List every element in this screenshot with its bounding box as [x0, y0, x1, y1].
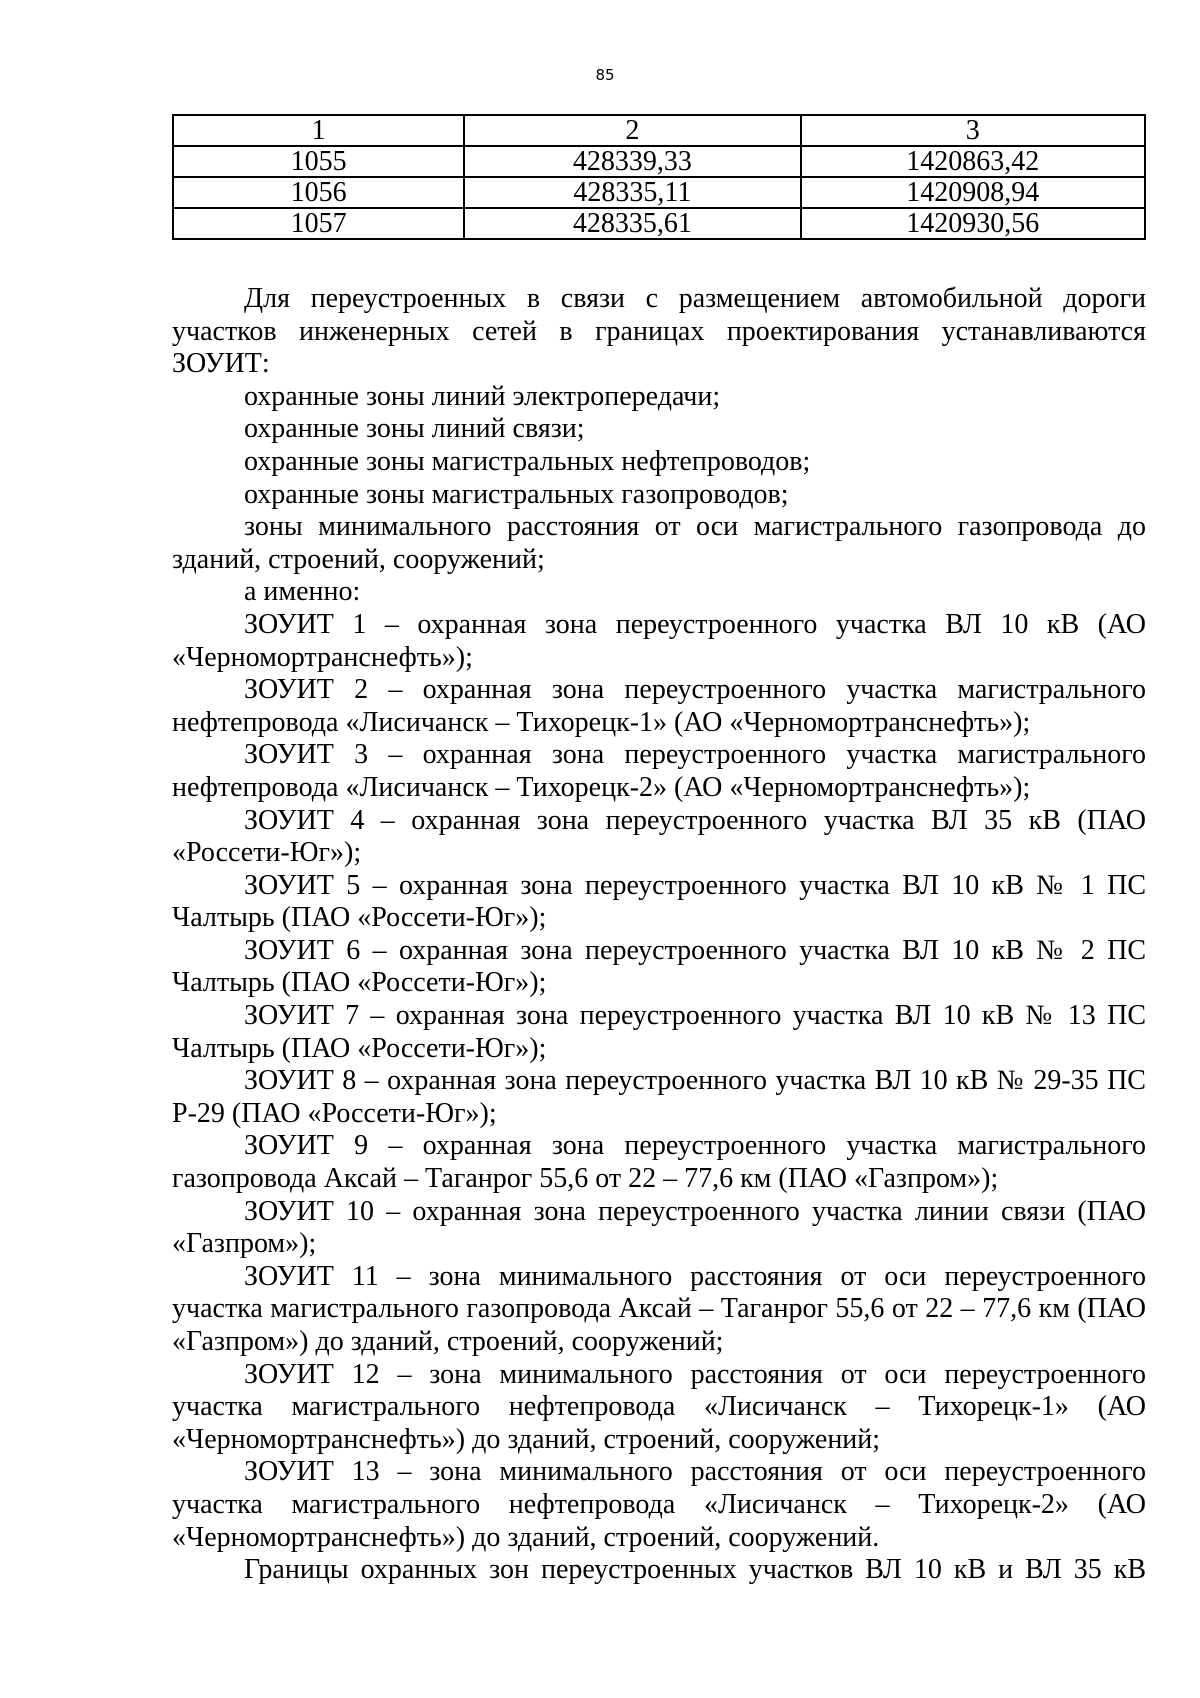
table-row	[173, 208, 1145, 239]
borders-paragraph: Границы охранных зон переустроенных участков ВЛ 10 кВ и ВЛ 35 кВ	[244, 1554, 1146, 1586]
table-header-row	[173, 115, 1145, 146]
zone-paragraph: ЗОУИТ 10 – охранная зона переустроенного участка линии связи (ПАО «Газпром»);	[172, 1195, 1146, 1260]
table-cell: 1420908,94	[801, 177, 1145, 208]
zone-paragraph: ЗОУИТ 5 – охранная зона переустроенного участка ВЛ 10 кВ № 1 ПС Чалтырь (ПАО «Россети-Юг»);	[172, 869, 1146, 934]
table-cell: 428335,61	[464, 208, 800, 239]
list-item: охранные зоны линий электропередачи;	[244, 380, 721, 412]
table-cell: 428339,33	[464, 146, 800, 177]
list-item: охранные зоны магистральных нефтепроводов;	[244, 445, 811, 477]
table-cell: 1055	[173, 146, 464, 177]
zone-paragraph: ЗОУИТ 4 – охранная зона переустроенного участка ВЛ 35 кВ (ПАО «Россети-Юг»);	[172, 804, 1146, 869]
zone-paragraph: ЗОУИТ 1 – охранная зона переустроенного участка ВЛ 10 кВ (АО «Черномортранснефть»);	[172, 608, 1146, 673]
list-item: охранные зоны магистральных газопроводов;	[244, 478, 789, 510]
coordinates-table	[172, 114, 1146, 240]
document-body	[172, 283, 1146, 1587]
table-header-cell: 1	[173, 115, 464, 146]
table-cell: 1420930,56	[801, 208, 1145, 239]
zone-paragraph: ЗОУИТ 2 – охранная зона переустроенного участка магистрального нефтепровода «Лисичанск – Тихорецк-1» (АО «Черномортранснефть»);	[172, 674, 1146, 738]
zone-paragraph: ЗОУИТ 6 – охранная зона переустроенного участка ВЛ 10 кВ № 2 ПС Чалтырь (ПАО «Россети-Юг»);	[172, 934, 1146, 999]
table-cell: 1056	[173, 177, 464, 208]
zone-paragraph: ЗОУИТ 9 – охранная зона переустроенного участка магистрального газопровода Аксай – Таганрог 55,6 от 22 – 77,6 км (ПАО «Газпром»);	[172, 1130, 1146, 1195]
table-row	[173, 146, 1145, 177]
zone-paragraph: ЗОУИТ 7 – охранная зона переустроенного участка ВЛ 10 кВ № 13 ПС Чалтырь (ПАО «Россети-Юг»);	[172, 1000, 1146, 1064]
table-cell: 1057	[173, 208, 464, 239]
table-header-cell: 2	[464, 115, 800, 146]
zone-paragraph: ЗОУИТ 12 – зона минимального расстояния от оси переустроенного участка магистрального нефтепровода «Лисичанск – Тихорецк-1» (АО «Черномортранснефть») до зданий, строений, сооружений;	[172, 1358, 1146, 1455]
table-row	[173, 177, 1145, 208]
table-cell: 1420863,42	[801, 146, 1145, 177]
table-cell: 428335,11	[464, 177, 800, 208]
zone-paragraph: ЗОУИТ 13 – зона минимального расстояния от оси переустроенного участка магистрального нефтепровода «Лисичанск – Тихорецк-2» (АО «Черномортранснефть») до зданий, строений, сооружений.	[172, 1456, 1146, 1553]
page-number: 85	[595, 66, 615, 84]
table-header-cell: 3	[801, 115, 1145, 146]
namely-paragraph: а именно:	[244, 576, 361, 608]
zone-paragraph: ЗОУИТ 3 – охранная зона переустроенного участка магистрального нефтепровода «Лисичанск – Тихорецк-2» (АО «Черномортранснефть»);	[172, 739, 1146, 803]
intro-paragraph: Для переустроенных в связи с размещением автомобильной дороги участков инженерных сетей в границах проектирования устанавливаются ЗОУИТ:	[172, 283, 1146, 380]
list-item: зоны минимального расстояния от оси магистрального газопровода до зданий, строений, сооружений;	[172, 511, 1146, 575]
list-item: охранные зоны линий связи;	[244, 413, 585, 445]
zone-paragraph: ЗОУИТ 11 – зона минимального расстояния от оси переустроенного участка магистрального газопровода Аксай – Таганрог 55,6 от 22 – 77,6 км (ПАО «Газпром») до зданий, строений, сооружений;	[172, 1260, 1146, 1357]
zone-paragraph: ЗОУИТ 8 – охранная зона переустроенного участка ВЛ 10 кВ № 29-35 ПС Р-29 (ПАО «Россети-Юг»);	[172, 1065, 1146, 1129]
